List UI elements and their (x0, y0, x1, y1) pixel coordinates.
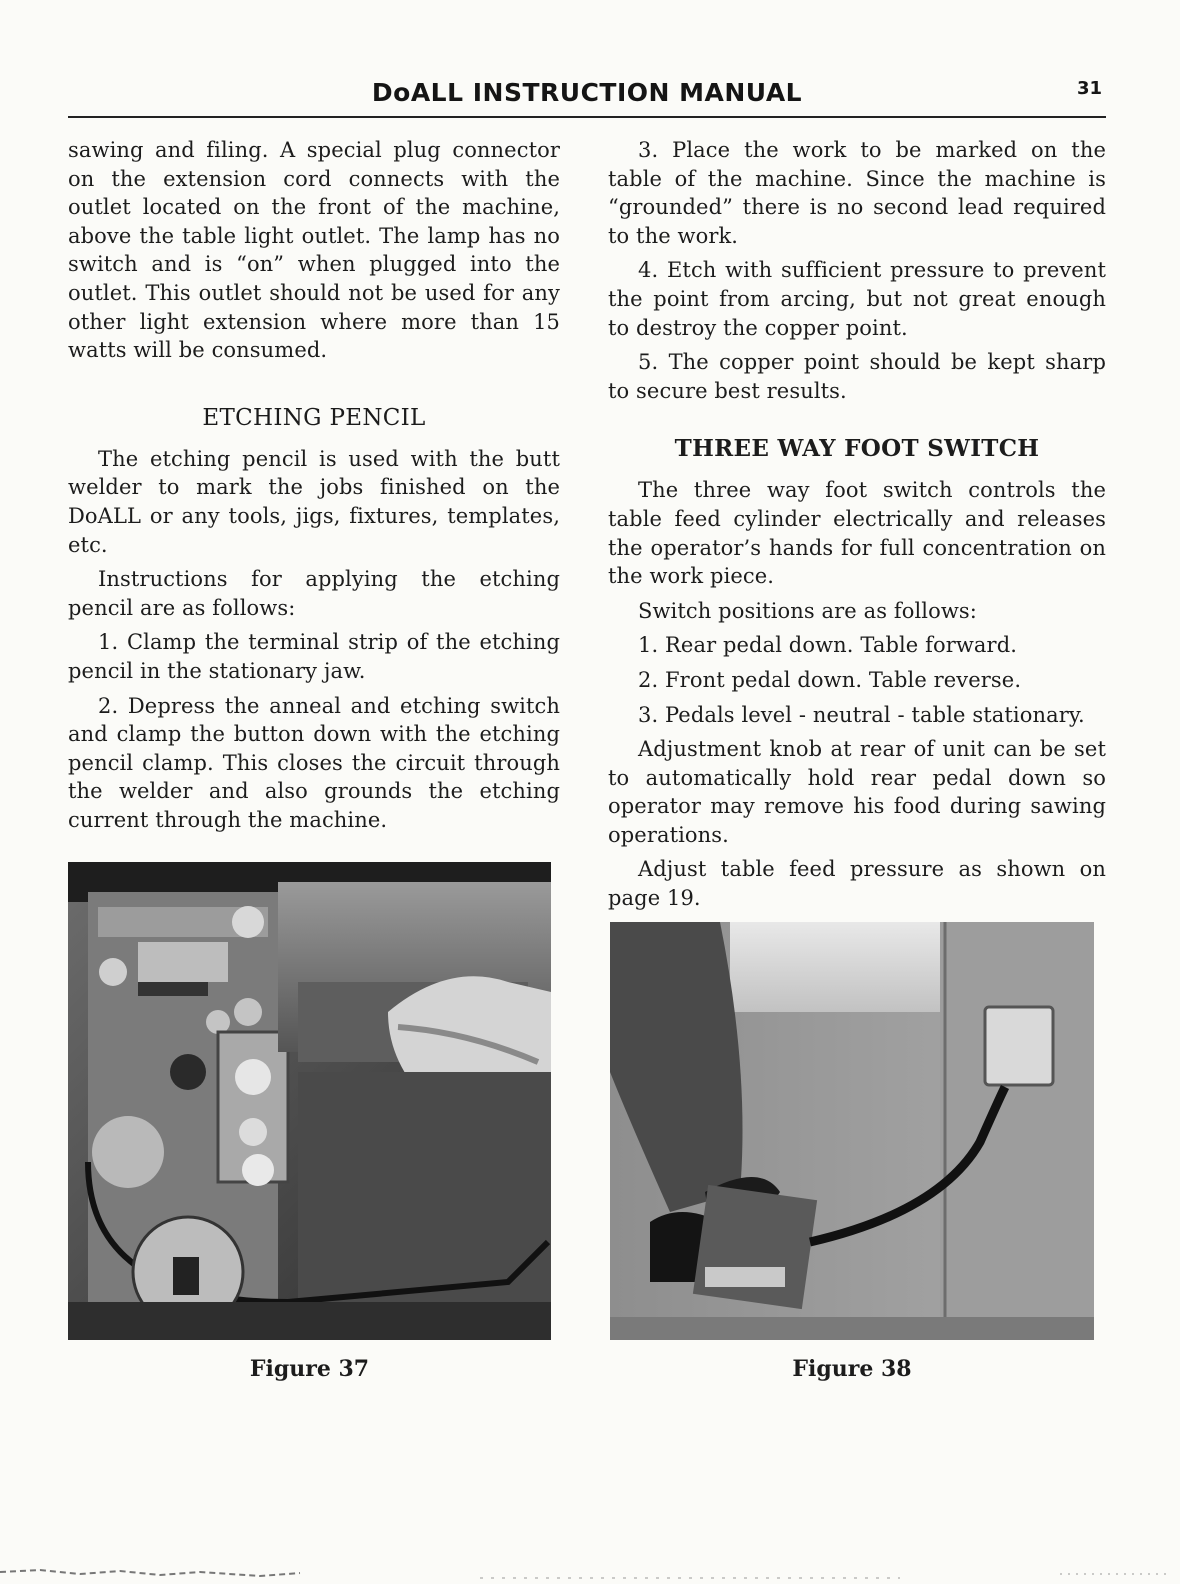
foot-switch-paragraph: The three way foot switch controls the table feed cylinder electrically and releases the operator’s hands for full concentration on the work piece. (608, 478, 1106, 589)
position-1: 1. Rear pedal down. Table forward. (638, 633, 1018, 658)
position-3: 3. Pedals level - neutral - table stationary. (638, 702, 1085, 727)
right-column (608, 136, 1106, 919)
foot-switch-heading: THREE WAY FOOT SWITCH (674, 435, 1040, 463)
page-number: 31 (1076, 78, 1102, 99)
figure-38-photo (610, 922, 1094, 1340)
switch-positions-intro: Switch positions are as follows: (638, 598, 977, 623)
position-2: 2. Front pedal down. Table reverse. (638, 667, 1022, 692)
lamp-paragraph: sawing and filing. A special plug connector on the extension cord connects with the outlet located on the front of the machine, above the table light outlet. The lamp has no switch and is “on” when plugged into the outlet. This outlet should not be used for any other light extension where more than 15 watts will be consumed. (68, 138, 560, 363)
step-2: 2. Depress the anneal and etching switch and clamp the button down with the etching pencil clamp. This closes the circuit through the welder and also grounds the etching current through the machine. (68, 693, 560, 832)
left-column (68, 136, 560, 840)
figure-37-caption: Figure 37 (249, 1356, 370, 1382)
scan-edge-noise (0, 1554, 1180, 1584)
instructions-paragraph: Instructions for applying the etching pencil are as follows: (68, 567, 560, 620)
manual-title: DoALL INSTRUCTION MANUAL (371, 78, 803, 107)
etching-pencil-heading: ETCHING PENCIL (202, 404, 426, 431)
etching-intro-paragraph: The etching pencil is used with the butt welder to mark the jobs finished on the DoALL or any tools, jigs, fixtures, templates, etc. (68, 446, 560, 557)
step-3: 3. Place the work to be marked on the table of the machine. Since the machine is “grounded” there is no second lead required to the work. (608, 138, 1106, 248)
adjustment-paragraph: Adjustment knob at rear of unit can be set to automatically hold rear pedal down so operator may remove his food during sawing operations. (608, 737, 1106, 847)
step-4: 4. Etch with sufficient pressure to prevent the point from arcing, but not great enough to destroy the copper point. (608, 258, 1106, 340)
step-5: 5. The copper point should be kept sharp to secure best results. (608, 350, 1106, 403)
table-feed-paragraph: Adjust table feed pressure as shown on page 19. (608, 857, 1106, 911)
figure-37-photo (68, 862, 551, 1340)
page-header (68, 72, 1106, 118)
figure-38-caption: Figure 38 (792, 1356, 912, 1382)
step-1: 1. Clamp the terminal strip of the etching pencil in the stationary jaw. (68, 630, 560, 683)
